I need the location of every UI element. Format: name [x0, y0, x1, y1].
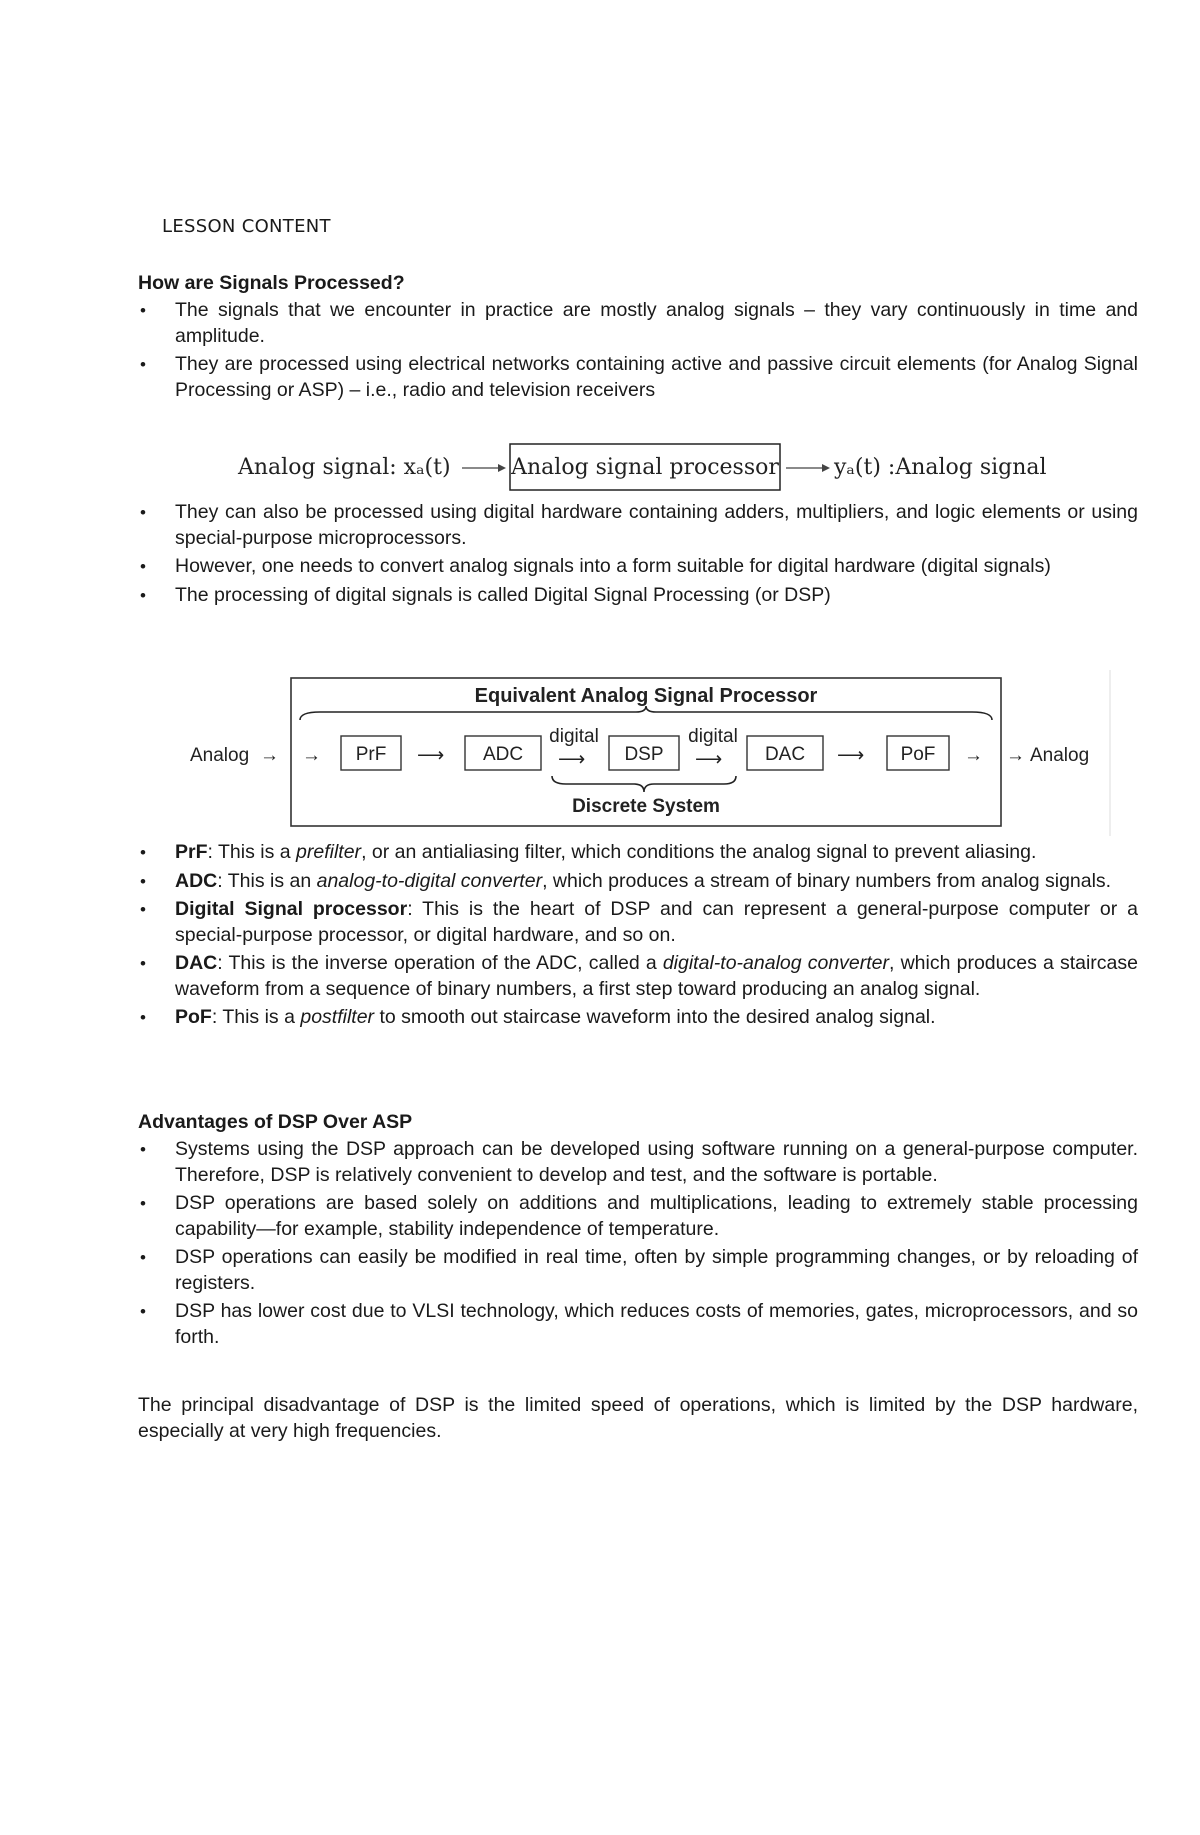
bottom-brace — [552, 776, 736, 792]
diagram2-input-label: Analog — [190, 745, 250, 766]
arrow-glyph: → — [1006, 745, 1025, 766]
definition-emphasis: digital-to-analog converter — [662, 952, 890, 974]
list-item: • The signals that we encounter in practice are mostly analog signals – they vary continuously in time and amplitude. — [138, 298, 1138, 349]
diagram1-output-label: yₐ(t) :Analog signal — [834, 455, 1047, 480]
paragraph-text: The principal disadvantage of DSP is the limited speed of operations, which is limited by the DSP hardware, especially at very high frequencies. — [138, 1394, 1138, 1442]
arrowhead — [498, 464, 506, 472]
arrow-glyph: ⟶ — [695, 749, 723, 770]
list-item-dsp — [138, 897, 1138, 948]
list-item-pof — [138, 1005, 1138, 1031]
list-item: • They can also be processed using digital hardware containing adders, multipliers, and logic elements or using special-purpose microprocessors. — [138, 500, 1138, 551]
list-item: • DSP operations are based solely on additions and multiplications, leading to extremely stable processing capability—for example, stability independence of temperature. — [138, 1191, 1138, 1242]
section-digital-processing — [138, 500, 1138, 611]
term: Digital Signal processor — [175, 898, 408, 920]
adc-block-label: ADC — [482, 744, 524, 765]
term: ADC — [175, 869, 218, 892]
dsp-block-diagram — [180, 668, 1125, 838]
definition-text: : This is the inverse operation of the ADC, called a — [217, 952, 663, 974]
digital-label-1: digital — [549, 726, 599, 747]
definition-text: , or an antialiasing filter, which conditions the analog signal to prevent aliasing. — [361, 841, 1037, 863]
definition-text: : This is an — [217, 869, 317, 892]
list-item: • They are processed using electrical networks containing active and passive circuit elements (for Analog Signal Processing or ASP) – i.e., radio and television receivers — [138, 352, 1138, 403]
diagram1-input-label: Analog signal: xₐ(t) — [238, 455, 451, 480]
definition-emphasis: analog-to-digital converter — [316, 869, 543, 892]
definition-emphasis: prefilter — [296, 841, 362, 863]
bullet-list — [138, 1137, 1138, 1350]
list-item: • Systems using the DSP approach can be developed using software running on a general-purpose computer. Therefore, DSP is relatively convenient to develop and test, and the software is portable. — [138, 1137, 1138, 1188]
bullet-list — [138, 500, 1138, 608]
analog-processing-diagram — [230, 440, 1080, 498]
section-heading: Advantages of DSP Over ASP — [138, 1111, 413, 1133]
arrow-glyph: → — [302, 745, 321, 766]
definition-text: , which produces a staircase waveform from a sequence of binary numbers, a first step toward producing an analog signal. — [175, 952, 1138, 1000]
list-item-adc — [138, 869, 1138, 895]
bullet-list — [138, 840, 1138, 1031]
definition-text: to smooth out staircase waveform into the desired analog signal. — [374, 1006, 936, 1028]
list-item: • DSP has lower cost due to VLSI technology, which reduces costs of memories, gates, microprocessors, and so forth. — [138, 1299, 1138, 1350]
list-item: • DSP operations can easily be modified in real time, often by simple programming changes, or by reloading of registers. — [138, 1245, 1138, 1296]
dsp-block-label: DSP — [624, 744, 664, 765]
arrowhead — [822, 464, 830, 472]
list-item-prf — [138, 840, 1138, 866]
section-how-signals-processed — [138, 272, 1138, 406]
arrow-glyph: ⟶ — [558, 749, 586, 770]
diagram2-output-label: Analog — [1030, 745, 1090, 766]
top-brace — [300, 706, 992, 720]
definition-text: , which produces a stream of binary numbers from analog signals. — [542, 869, 1112, 892]
prf-block-label: PrF — [355, 744, 387, 765]
dac-block-label: DAC — [764, 744, 806, 765]
definition-emphasis: postfilter — [300, 1006, 375, 1028]
list-item-dac — [138, 951, 1138, 1002]
pof-block-label: PoF — [900, 744, 936, 765]
definition-text: : This is the heart of DSP and can represent a general-purpose computer or a special-purpose processor, or digital hardware, and so on. — [175, 898, 1138, 946]
lesson-content-label: LESSON CONTENT — [162, 216, 331, 237]
diagram1-box-label: Analog signal processor — [511, 455, 779, 480]
arrow-glyph: ⟶ — [417, 745, 445, 766]
list-item: • However, one needs to convert analog signals into a form suitable for digital hardware (digital signals) — [138, 554, 1138, 580]
digital-label-2: digital — [688, 726, 738, 747]
diagram2-subtitle: Discrete System — [572, 796, 720, 817]
term: PrF — [175, 841, 208, 863]
term: DAC — [175, 952, 218, 974]
section-definitions — [138, 840, 1138, 1034]
section-advantages — [138, 1111, 1138, 1353]
term: PoF — [175, 1006, 212, 1028]
bullet-list — [138, 298, 1138, 403]
arrow-glyph: → — [260, 745, 279, 766]
arrow-glyph: ⟶ — [837, 745, 865, 766]
definition-text: : This is a — [207, 841, 297, 863]
diagram2-title: Equivalent Analog Signal Processor — [474, 685, 818, 707]
arrow-glyph: → — [964, 745, 983, 766]
definition-text: : This is a — [211, 1006, 301, 1028]
section-heading: How are Signals Processed? — [138, 272, 405, 294]
closing-paragraph — [138, 1393, 1138, 1444]
list-item: • The processing of digital signals is called Digital Signal Processing (or DSP) — [138, 583, 1138, 609]
